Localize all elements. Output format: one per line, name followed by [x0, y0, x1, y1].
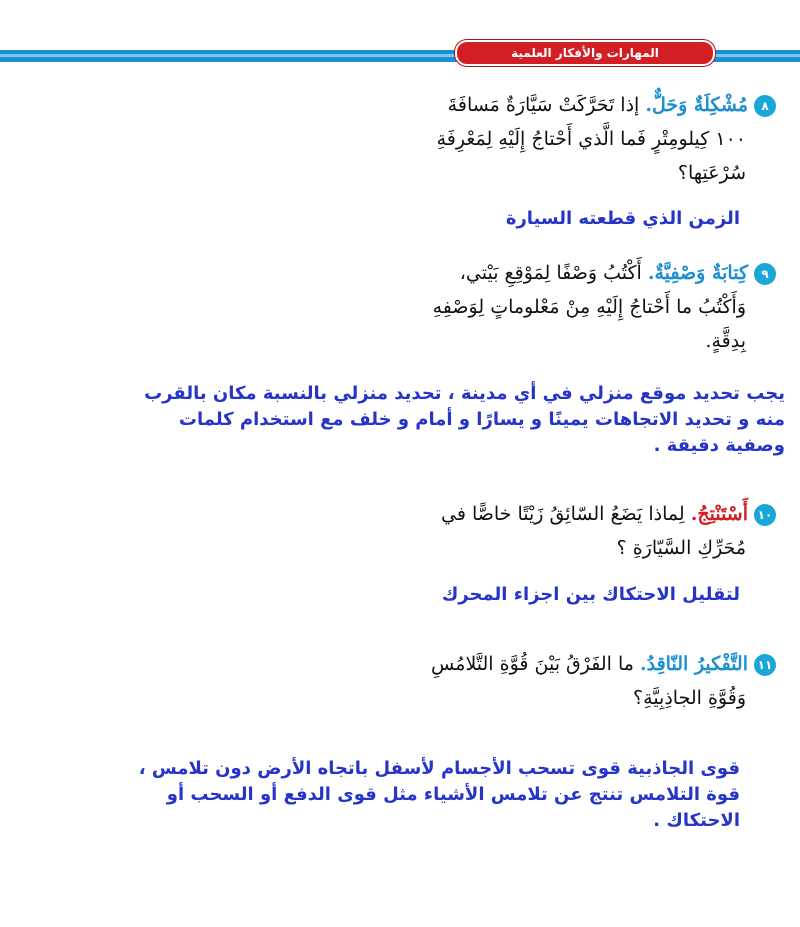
answer-9	[65, 381, 785, 459]
answer-line: قوة التلامس تنتج عن تلامس الأشياء مثل قوى الدفع أو السحب أو	[166, 784, 740, 805]
question-keyword: أَسْتَنْتِجُ.	[690, 503, 748, 525]
question-number-badge: ٩	[754, 263, 776, 285]
answer-10	[442, 582, 740, 608]
question-line: سُرْعَتِها؟	[677, 162, 746, 184]
question-line: أَكْتُبُ وَصْفًا لِمَوْقِعِ بَيْتي،	[459, 262, 642, 284]
section-tag: المهارات والأفكار العلمية	[455, 40, 715, 66]
answer-line: وصفية دقيقة .	[653, 435, 785, 456]
question-number-badge: ١١	[754, 654, 776, 676]
question-keyword: التَّفْكيرُ النّاقِدُ.	[640, 653, 748, 675]
answer-line: الزمن الذي قطعته السيارة	[505, 208, 740, 229]
question-line: بِدِقَّةٍ.	[705, 330, 746, 352]
question-keyword: كِتابَةٌ وَصْفِيَّةٌ.	[647, 262, 748, 284]
question-line: وَقُوَّةِ الجاذِبِيَّةِ؟	[633, 687, 746, 709]
question-line: لِماذا يَضَعُ السّائِقُ زَيْتًا خاصًّا في	[440, 503, 685, 525]
question-11	[431, 647, 776, 715]
answer-11	[50, 756, 740, 834]
question-9	[433, 256, 776, 358]
question-8	[437, 88, 776, 190]
answer-line: الاحتكاك .	[653, 810, 740, 831]
question-number-badge: ٨	[754, 95, 776, 117]
answer-line: منه و تحديد الاتجاهات يمينًا و يسارًا و أمام و خلف مع استخدام كلمات	[178, 409, 785, 430]
question-number-badge: ١٠	[754, 504, 776, 526]
answer-8	[506, 206, 740, 232]
question-10	[441, 497, 776, 565]
question-keyword: مُشْكِلَةٌ وَحَلٌّ.	[645, 94, 748, 116]
question-line: مُحَرِّكِ السَّيّارَةِ ؟	[616, 537, 746, 559]
answer-line: لتقليل الاحتكاك بين اجزاء المحرك	[441, 584, 740, 605]
question-line: ١٠٠ كِيلومِتْرٍ فَما الَّذي أَحْتاجُ إِلَيْهِ لِمَعْرِفَةِ	[436, 128, 746, 150]
question-line: ما الفَرْقُ بَيْنَ قُوَّةِ التَّلامُسِ	[431, 653, 634, 675]
question-line: إذا تَحَرَّكَتْ سَيَّارَةٌ مَسافَةَ	[447, 94, 640, 116]
question-line: وَأَكْتُبُ ما أَحْتاجُ إِلَيْهِ مِنْ مَعْلوماتٍ لِوَصْفِهِ	[432, 296, 746, 318]
answer-line: يجب تحديد موقع منزلي في أي مدينة ، تحديد منزلي بالنسبة مكان بالقرب	[144, 383, 785, 404]
answer-line: قوى الجاذبية قوى تسحب الأجسام لأسفل باتجاه الأرض دون تلامس ،	[138, 758, 740, 779]
